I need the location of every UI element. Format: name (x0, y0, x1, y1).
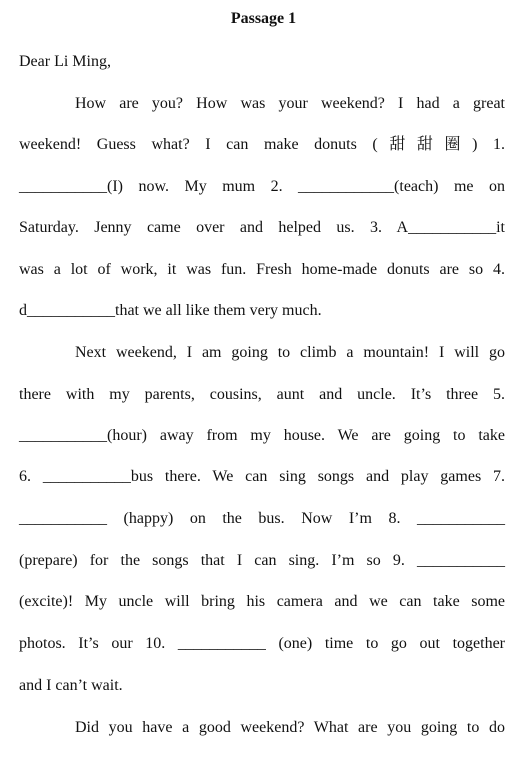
text-line: Did you have a good weekend? What are you going to do (75, 719, 505, 736)
text-line: and I can’t wait. (19, 677, 123, 694)
text-line: weekend! Guess what? I can make donuts (甜甜圈) 1. (19, 136, 505, 153)
text-line: How are you? How was your weekend? I had a great (75, 95, 505, 112)
text-line: Next weekend, I am going to climb a mountain! I will go (75, 344, 505, 361)
text-line: ___________ (happy) on the bus. Now I’m 8. ___________ (19, 510, 505, 527)
text-line: ___________(I) now. My mum 2. ____________(teach) me on (19, 178, 505, 195)
text-line: there with my parents, cousins, aunt and uncle. It’s three 5. (19, 386, 505, 403)
text-line: (excite)! My uncle will bring his camera and we can take some (19, 593, 505, 610)
text-line: photos. It’s our 10. ___________ (one) time to go out together (19, 635, 505, 652)
text-line: 6. ___________bus there. We can sing songs and play games 7. (19, 468, 505, 485)
text-line: was a lot of work, it was fun. Fresh home-made donuts are so 4. (19, 261, 505, 278)
passage-title: Passage 1 (230, 10, 297, 27)
letter-greeting: Dear Li Ming, (19, 53, 111, 70)
text-line: (prepare) for the songs that I can sing. I’m so 9. ___________ (19, 552, 505, 569)
text-line: ___________(hour) away from my house. We are going to take (19, 427, 505, 444)
text-line: Saturday. Jenny came over and helped us. 3. A___________it (19, 219, 505, 236)
text-line: d___________that we all like them very much. (19, 302, 322, 319)
